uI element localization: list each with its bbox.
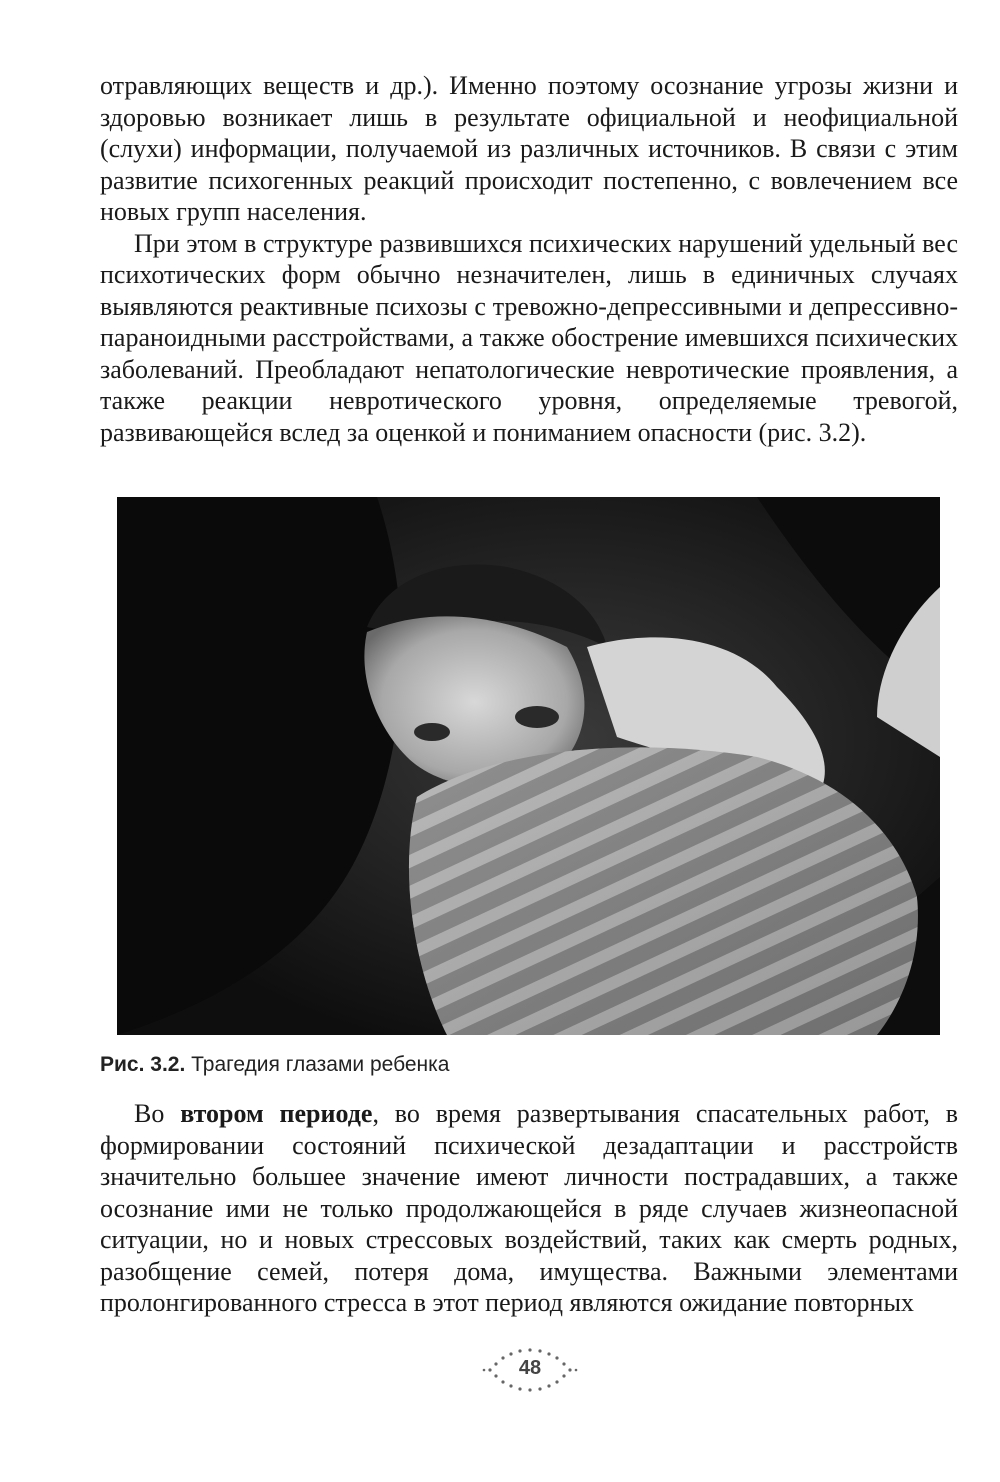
caption-label: Рис. 3.2. (100, 1053, 186, 1076)
eye-right (515, 706, 559, 728)
text-block-top (100, 70, 958, 448)
text-block-bottom (100, 1098, 958, 1319)
page-number-ornament (480, 1345, 580, 1395)
figure-photo (117, 497, 940, 1035)
caption-text: Трагедия глазами ребенка (185, 1053, 450, 1076)
paragraph-3 (100, 1098, 958, 1319)
figure-caption (100, 1053, 449, 1077)
paragraph-3-start: Во (134, 1099, 181, 1128)
paragraph-1: отравляющих веществ и др.). Именно поэтому осознание угрозы жизни и здоровью возникает лишь в результате официальной и неофициальной (слухи) информации, получаемой из различных источников. В связи с этим развитие психогенных реакций происходит постепенно, с вовлечением все новых групп населения. (100, 71, 958, 226)
paragraph-3-rest: , во время развертывания спасательных работ, в формировании состояний психической дезадаптации и расстройств значительно большее значение имеют личности пострадавших, а также осознание ими не только продолжающейся в ряде случаев жизнеопасной ситуации, но и новых стрессовых воздействий, таких как смерть родных, разобщение семей, потеря дома, имущества. Важными элементами пролонгированного стресса в этот период являются ожидание повторных (100, 1099, 958, 1317)
paragraph-3-bold: втором периоде (180, 1099, 373, 1128)
eye-left (414, 723, 450, 741)
child-photo-image (117, 497, 940, 1035)
paragraph-2: При этом в структуре развившихся психических нарушений удельный вес психотических форм обычно незначителен, лишь в единичных случаях выявляются реактивные психозы с тревожно-депрессивными и депрессивно-параноидными расстройствами, а также обострение имевшихся психических заболеваний. Преобладают непатологические невротические проявления, а также реакции невротического уровня, определяемые тревогой, развивающейся вслед за оценкой и пониманием опасности (рис. 3.2). (100, 228, 958, 447)
page-number: 48 (518, 1357, 542, 1379)
